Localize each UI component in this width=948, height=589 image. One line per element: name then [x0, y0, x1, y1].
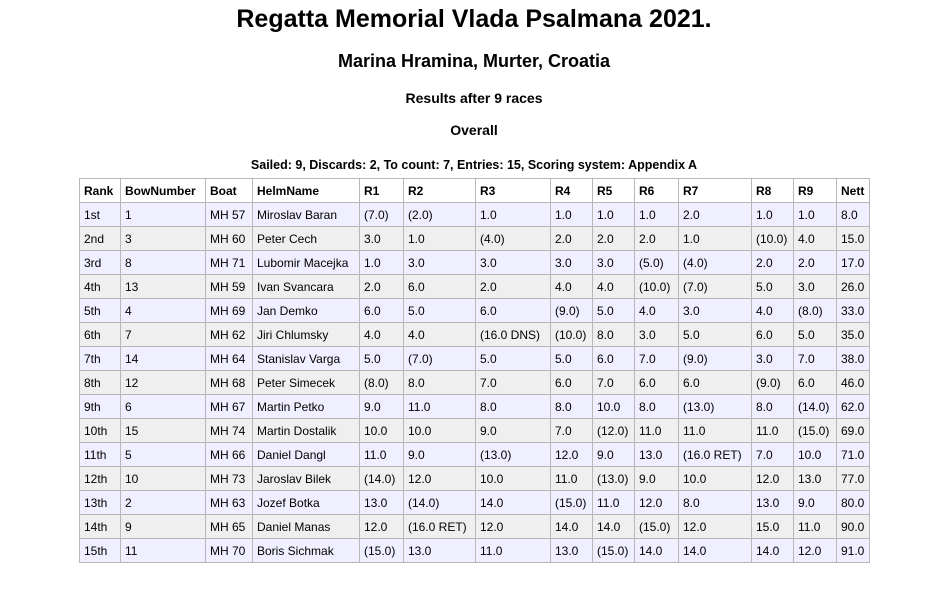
cell-r2: 8.0 — [404, 371, 476, 395]
cell-r1: 2.0 — [360, 275, 404, 299]
cell-nett: 8.0 — [837, 203, 870, 227]
cell-r1: 9.0 — [360, 395, 404, 419]
cell-r9: 3.0 — [794, 275, 837, 299]
cell-r6: 14.0 — [635, 539, 679, 563]
cell-r1: 12.0 — [360, 515, 404, 539]
cell-r9: 1.0 — [794, 203, 837, 227]
cell-r7: 11.0 — [679, 419, 752, 443]
column-header-r9: R9 — [794, 179, 837, 203]
cell-bownumber: 10 — [121, 467, 206, 491]
cell-boat: MH 65 — [206, 515, 253, 539]
cell-helmname: Peter Simecek — [253, 371, 360, 395]
cell-r8: 6.0 — [752, 323, 794, 347]
cell-rank: 4th — [80, 275, 121, 299]
cell-boat: MH 66 — [206, 443, 253, 467]
cell-nett: 77.0 — [837, 467, 870, 491]
cell-r5: 5.0 — [593, 299, 635, 323]
cell-helmname: Jan Demko — [253, 299, 360, 323]
cell-r5: (15.0) — [593, 539, 635, 563]
table-row — [80, 347, 870, 371]
table-row — [80, 419, 870, 443]
cell-bownumber: 4 — [121, 299, 206, 323]
cell-r7: 5.0 — [679, 323, 752, 347]
cell-helmname: Miroslav Baran — [253, 203, 360, 227]
cell-nett: 69.0 — [837, 419, 870, 443]
table-row — [80, 227, 870, 251]
cell-r9: (8.0) — [794, 299, 837, 323]
cell-rank: 9th — [80, 395, 121, 419]
cell-r9: 7.0 — [794, 347, 837, 371]
cell-r7: 10.0 — [679, 467, 752, 491]
cell-nett: 80.0 — [837, 491, 870, 515]
cell-r9: 10.0 — [794, 443, 837, 467]
cell-r3: 12.0 — [476, 515, 551, 539]
cell-r2: 9.0 — [404, 443, 476, 467]
scoring-summary: Sailed: 9, Discards: 2, To count: 7, Entries: 15, Scoring system: Appendix A — [250, 158, 698, 172]
cell-r9: 11.0 — [794, 515, 837, 539]
table-row — [80, 539, 870, 563]
cell-r2: 10.0 — [404, 419, 476, 443]
cell-r3: 8.0 — [476, 395, 551, 419]
cell-r7: (4.0) — [679, 251, 752, 275]
table-row — [80, 323, 870, 347]
cell-helmname: Jozef Botka — [253, 491, 360, 515]
table-row — [80, 203, 870, 227]
table-row — [80, 275, 870, 299]
cell-rank: 3rd — [80, 251, 121, 275]
cell-bownumber: 12 — [121, 371, 206, 395]
column-header-bownumber: BowNumber — [121, 179, 206, 203]
cell-r7: 12.0 — [679, 515, 752, 539]
cell-r4: 3.0 — [551, 251, 593, 275]
table-row — [80, 443, 870, 467]
cell-r1: 6.0 — [360, 299, 404, 323]
cell-r4: 1.0 — [551, 203, 593, 227]
cell-r8: 8.0 — [752, 395, 794, 419]
cell-bownumber: 8 — [121, 251, 206, 275]
cell-helmname: Daniel Dangl — [253, 443, 360, 467]
cell-bownumber: 2 — [121, 491, 206, 515]
cell-r4: 14.0 — [551, 515, 593, 539]
cell-helmname: Boris Sichmak — [253, 539, 360, 563]
cell-r3: 11.0 — [476, 539, 551, 563]
cell-r5: 1.0 — [593, 203, 635, 227]
cell-boat: MH 67 — [206, 395, 253, 419]
cell-r4: 2.0 — [551, 227, 593, 251]
cell-r2: 12.0 — [404, 467, 476, 491]
table-row — [80, 299, 870, 323]
cell-r8: 11.0 — [752, 419, 794, 443]
cell-boat: MH 57 — [206, 203, 253, 227]
table-row — [80, 515, 870, 539]
cell-r5: 7.0 — [593, 371, 635, 395]
cell-rank: 14th — [80, 515, 121, 539]
cell-bownumber: 11 — [121, 539, 206, 563]
cell-r6: (15.0) — [635, 515, 679, 539]
cell-rank: 10th — [80, 419, 121, 443]
cell-r8: 15.0 — [752, 515, 794, 539]
cell-r3: 5.0 — [476, 347, 551, 371]
cell-r2: 1.0 — [404, 227, 476, 251]
column-header-r8: R8 — [752, 179, 794, 203]
cell-r8: 7.0 — [752, 443, 794, 467]
cell-r4: 7.0 — [551, 419, 593, 443]
cell-boat: MH 73 — [206, 467, 253, 491]
cell-r8: (10.0) — [752, 227, 794, 251]
cell-helmname: Martin Petko — [253, 395, 360, 419]
cell-r6: 2.0 — [635, 227, 679, 251]
table-body — [80, 203, 870, 563]
cell-boat: MH 70 — [206, 539, 253, 563]
cell-r8: 2.0 — [752, 251, 794, 275]
cell-bownumber: 1 — [121, 203, 206, 227]
cell-r3: 6.0 — [476, 299, 551, 323]
column-header-r3: R3 — [476, 179, 551, 203]
cell-r8: 5.0 — [752, 275, 794, 299]
cell-r3: 2.0 — [476, 275, 551, 299]
cell-r5: 11.0 — [593, 491, 635, 515]
cell-r3: 3.0 — [476, 251, 551, 275]
cell-helmname: Peter Cech — [253, 227, 360, 251]
table-row — [80, 467, 870, 491]
cell-r4: (15.0) — [551, 491, 593, 515]
cell-r9: (14.0) — [794, 395, 837, 419]
cell-r1: 13.0 — [360, 491, 404, 515]
cell-r5: 3.0 — [593, 251, 635, 275]
cell-r6: 4.0 — [635, 299, 679, 323]
cell-r4: 5.0 — [551, 347, 593, 371]
cell-r1: (8.0) — [360, 371, 404, 395]
cell-nett: 38.0 — [837, 347, 870, 371]
cell-r5: 8.0 — [593, 323, 635, 347]
cell-r6: (5.0) — [635, 251, 679, 275]
cell-nett: 71.0 — [837, 443, 870, 467]
cell-bownumber: 5 — [121, 443, 206, 467]
cell-r2: (14.0) — [404, 491, 476, 515]
cell-r3: 9.0 — [476, 419, 551, 443]
cell-r7: (9.0) — [679, 347, 752, 371]
cell-r9: 13.0 — [794, 467, 837, 491]
cell-helmname: Martin Dostalik — [253, 419, 360, 443]
column-header-r6: R6 — [635, 179, 679, 203]
column-header-r4: R4 — [551, 179, 593, 203]
cell-bownumber: 14 — [121, 347, 206, 371]
cell-r9: 9.0 — [794, 491, 837, 515]
cell-r7: 8.0 — [679, 491, 752, 515]
results-heading: Results after 9 races — [405, 90, 543, 106]
cell-r2: 4.0 — [404, 323, 476, 347]
cell-r2: 6.0 — [404, 275, 476, 299]
cell-rank: 8th — [80, 371, 121, 395]
cell-r2: 3.0 — [404, 251, 476, 275]
cell-r4: 8.0 — [551, 395, 593, 419]
cell-r1: (7.0) — [360, 203, 404, 227]
cell-r5: 14.0 — [593, 515, 635, 539]
cell-r5: 2.0 — [593, 227, 635, 251]
cell-r4: 11.0 — [551, 467, 593, 491]
cell-nett: 15.0 — [837, 227, 870, 251]
cell-r5: (13.0) — [593, 467, 635, 491]
cell-r6: 12.0 — [635, 491, 679, 515]
cell-r2: 5.0 — [404, 299, 476, 323]
cell-r1: 4.0 — [360, 323, 404, 347]
cell-r7: 2.0 — [679, 203, 752, 227]
cell-r6: 1.0 — [635, 203, 679, 227]
cell-nett: 33.0 — [837, 299, 870, 323]
cell-r3: (13.0) — [476, 443, 551, 467]
cell-helmname: Stanislav Varga — [253, 347, 360, 371]
cell-r7: 6.0 — [679, 371, 752, 395]
cell-rank: 7th — [80, 347, 121, 371]
cell-r3: (16.0 DNS) — [476, 323, 551, 347]
results-table — [79, 178, 870, 563]
cell-rank: 6th — [80, 323, 121, 347]
cell-r9: 6.0 — [794, 371, 837, 395]
cell-r6: (10.0) — [635, 275, 679, 299]
cell-bownumber: 3 — [121, 227, 206, 251]
cell-r7: (7.0) — [679, 275, 752, 299]
column-header-helmname: HelmName — [253, 179, 360, 203]
cell-rank: 12th — [80, 467, 121, 491]
cell-boat: MH 74 — [206, 419, 253, 443]
page-title: Regatta Memorial Vlada Psalmana 2021. — [236, 5, 712, 33]
cell-r7: 3.0 — [679, 299, 752, 323]
column-header-r7: R7 — [679, 179, 752, 203]
cell-r3: 7.0 — [476, 371, 551, 395]
cell-r2: (7.0) — [404, 347, 476, 371]
cell-r2: (16.0 RET) — [404, 515, 476, 539]
column-header-r5: R5 — [593, 179, 635, 203]
cell-r9: (15.0) — [794, 419, 837, 443]
cell-r8: 14.0 — [752, 539, 794, 563]
cell-r2: 13.0 — [404, 539, 476, 563]
cell-rank: 11th — [80, 443, 121, 467]
cell-r6: 13.0 — [635, 443, 679, 467]
cell-r3: 10.0 — [476, 467, 551, 491]
cell-r8: 4.0 — [752, 299, 794, 323]
venue-heading: Marina Hramina, Murter, Croatia — [337, 51, 611, 71]
cell-r4: 13.0 — [551, 539, 593, 563]
cell-r1: (14.0) — [360, 467, 404, 491]
cell-r6: 8.0 — [635, 395, 679, 419]
cell-r8: 12.0 — [752, 467, 794, 491]
table-row — [80, 251, 870, 275]
cell-r6: 3.0 — [635, 323, 679, 347]
overall-heading: Overall — [450, 122, 498, 138]
cell-r4: (9.0) — [551, 299, 593, 323]
column-header-nett: Nett — [837, 179, 870, 203]
cell-rank: 15th — [80, 539, 121, 563]
cell-r6: 9.0 — [635, 467, 679, 491]
cell-r1: 5.0 — [360, 347, 404, 371]
cell-boat: MH 68 — [206, 371, 253, 395]
cell-r5: 9.0 — [593, 443, 635, 467]
cell-boat: MH 69 — [206, 299, 253, 323]
cell-r8: (9.0) — [752, 371, 794, 395]
cell-r8: 3.0 — [752, 347, 794, 371]
cell-boat: MH 60 — [206, 227, 253, 251]
cell-bownumber: 6 — [121, 395, 206, 419]
cell-r8: 1.0 — [752, 203, 794, 227]
cell-r4: 12.0 — [551, 443, 593, 467]
cell-rank: 13th — [80, 491, 121, 515]
table-row — [80, 371, 870, 395]
cell-boat: MH 59 — [206, 275, 253, 299]
cell-nett: 35.0 — [837, 323, 870, 347]
cell-r9: 2.0 — [794, 251, 837, 275]
cell-helmname: Daniel Manas — [253, 515, 360, 539]
cell-r5: 4.0 — [593, 275, 635, 299]
cell-nett: 17.0 — [837, 251, 870, 275]
cell-rank: 1st — [80, 203, 121, 227]
table-row — [80, 491, 870, 515]
cell-helmname: Jiri Chlumsky — [253, 323, 360, 347]
cell-helmname: Jaroslav Bilek — [253, 467, 360, 491]
cell-r7: (16.0 RET) — [679, 443, 752, 467]
column-header-r2: R2 — [404, 179, 476, 203]
header-row — [80, 179, 870, 203]
column-header-r1: R1 — [360, 179, 404, 203]
cell-nett: 90.0 — [837, 515, 870, 539]
cell-nett: 62.0 — [837, 395, 870, 419]
cell-nett: 46.0 — [837, 371, 870, 395]
cell-r4: 4.0 — [551, 275, 593, 299]
cell-r1: 1.0 — [360, 251, 404, 275]
cell-r3: 14.0 — [476, 491, 551, 515]
cell-bownumber: 7 — [121, 323, 206, 347]
cell-r2: 11.0 — [404, 395, 476, 419]
cell-r3: 1.0 — [476, 203, 551, 227]
cell-r3: (4.0) — [476, 227, 551, 251]
cell-r2: (2.0) — [404, 203, 476, 227]
cell-r1: 3.0 — [360, 227, 404, 251]
cell-r4: 6.0 — [551, 371, 593, 395]
cell-r6: 11.0 — [635, 419, 679, 443]
cell-boat: MH 62 — [206, 323, 253, 347]
cell-r9: 12.0 — [794, 539, 837, 563]
column-header-rank: Rank — [80, 179, 121, 203]
cell-r7: 1.0 — [679, 227, 752, 251]
cell-r9: 4.0 — [794, 227, 837, 251]
cell-r7: (13.0) — [679, 395, 752, 419]
column-header-boat: Boat — [206, 179, 253, 203]
cell-r9: 5.0 — [794, 323, 837, 347]
cell-r5: 10.0 — [593, 395, 635, 419]
cell-r1: (15.0) — [360, 539, 404, 563]
cell-r4: (10.0) — [551, 323, 593, 347]
cell-boat: MH 71 — [206, 251, 253, 275]
table-row — [80, 395, 870, 419]
cell-helmname: Lubomir Macejka — [253, 251, 360, 275]
cell-r6: 7.0 — [635, 347, 679, 371]
cell-nett: 26.0 — [837, 275, 870, 299]
cell-helmname: Ivan Svancara — [253, 275, 360, 299]
cell-r1: 10.0 — [360, 419, 404, 443]
cell-r7: 14.0 — [679, 539, 752, 563]
cell-bownumber: 9 — [121, 515, 206, 539]
cell-bownumber: 15 — [121, 419, 206, 443]
cell-boat: MH 63 — [206, 491, 253, 515]
cell-boat: MH 64 — [206, 347, 253, 371]
cell-rank: 5th — [80, 299, 121, 323]
cell-nett: 91.0 — [837, 539, 870, 563]
cell-r8: 13.0 — [752, 491, 794, 515]
cell-bownumber: 13 — [121, 275, 206, 299]
cell-r1: 11.0 — [360, 443, 404, 467]
cell-r5: (12.0) — [593, 419, 635, 443]
cell-r6: 6.0 — [635, 371, 679, 395]
cell-rank: 2nd — [80, 227, 121, 251]
cell-r5: 6.0 — [593, 347, 635, 371]
